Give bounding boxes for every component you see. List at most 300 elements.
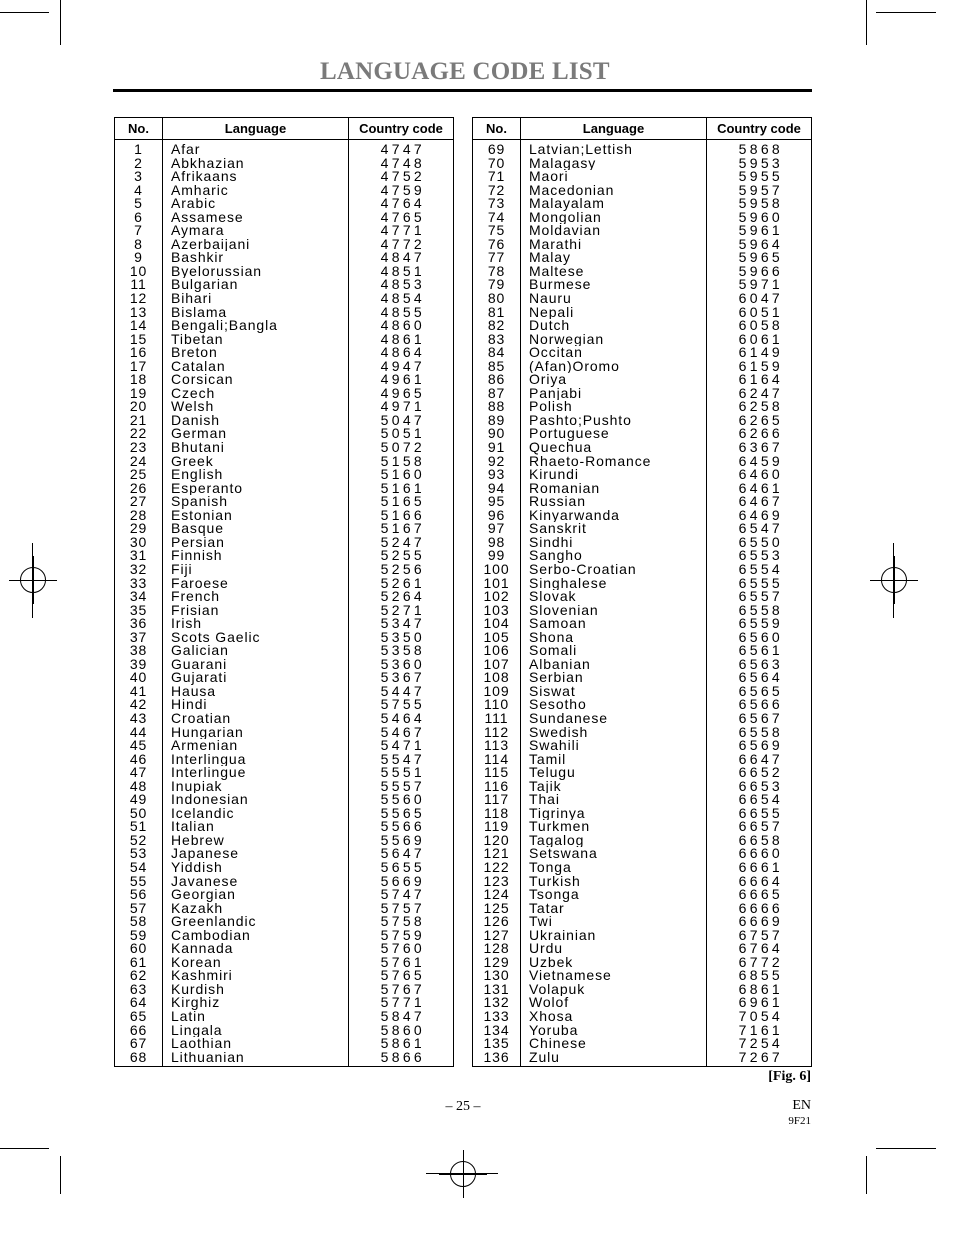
language-name: Korean — [171, 955, 222, 970]
language-name: Vietnamese — [529, 969, 612, 983]
country-code: 5255 — [380, 549, 425, 563]
row-number: 20 — [129, 400, 148, 414]
crop-mark — [60, 0, 61, 45]
language-code-table-right — [472, 117, 812, 1067]
row-number: 96 — [487, 508, 506, 523]
language-name: Laothian — [171, 1037, 232, 1051]
country-code: 6961 — [738, 996, 783, 1010]
country-code: 6565 — [738, 684, 783, 699]
language-name: Guarani — [171, 657, 228, 672]
language-name: Shona — [529, 630, 574, 645]
country-code: 5847 — [380, 1010, 425, 1024]
language-name: Maori — [529, 170, 569, 184]
country-code: 5957 — [738, 183, 783, 198]
country-code: 5072 — [380, 441, 425, 455]
country-code: 5557 — [380, 779, 425, 794]
language-name: Estonian — [171, 508, 233, 523]
row-number: 76 — [487, 237, 506, 252]
language-name: Lithuanian — [171, 1050, 245, 1065]
country-code: 6757 — [738, 928, 783, 943]
row-number: 73 — [487, 197, 506, 211]
row-number: 82 — [487, 319, 506, 333]
row-number: 115 — [483, 766, 510, 780]
language-name: Mongolian — [529, 210, 602, 225]
row-number: 72 — [487, 183, 506, 198]
row-number: 52 — [129, 833, 148, 848]
language-name: Assamese — [171, 210, 244, 225]
country-code: 5647 — [380, 847, 425, 861]
language-name: Quechua — [529, 441, 593, 455]
registration-mark — [20, 567, 46, 593]
country-code: 5757 — [380, 901, 425, 916]
language-name: Maltese — [529, 264, 585, 279]
language-name: Setswana — [529, 847, 598, 861]
language-name: Amharic — [171, 183, 229, 198]
row-number: 31 — [129, 549, 148, 563]
crop-mark — [876, 12, 936, 13]
row-number: 15 — [129, 332, 148, 347]
row-number: 90 — [487, 427, 506, 442]
row-number: 58 — [129, 915, 148, 929]
language-name: Serbo-Croatian — [529, 562, 637, 577]
country-code: 6555 — [738, 576, 783, 591]
country-code: 5160 — [380, 468, 425, 482]
country-code: 6567 — [738, 711, 783, 726]
language-name: Kurdish — [171, 982, 225, 997]
country-code: 5161 — [380, 481, 425, 496]
country-code: 6560 — [738, 630, 783, 645]
row-number: 39 — [129, 657, 148, 672]
language-code-table-left — [114, 117, 454, 1067]
row-number: 8 — [134, 237, 143, 252]
country-code: 6660 — [738, 847, 783, 861]
country-code: 6460 — [738, 468, 783, 482]
language-name: Icelandic — [171, 806, 235, 821]
country-code: 4855 — [380, 305, 425, 320]
row-number: 66 — [129, 1023, 148, 1038]
country-code: 6247 — [738, 386, 783, 401]
language-name: Kannada — [171, 942, 234, 956]
country-code: 5569 — [380, 833, 425, 848]
country-code: 5747 — [380, 888, 425, 902]
crop-mark — [876, 1148, 936, 1149]
language-name: Serbian — [529, 671, 584, 685]
country-code: 4752 — [380, 170, 425, 184]
language-name: Welsh — [171, 400, 215, 414]
row-number: 77 — [487, 251, 506, 265]
language-name: Yiddish — [171, 860, 223, 875]
row-number: 106 — [483, 644, 510, 658]
language-name: Scots Gaelic — [171, 630, 261, 645]
language-name: Sindhi — [529, 535, 574, 550]
language-name: English — [171, 468, 224, 482]
row-number: 50 — [129, 806, 148, 821]
country-code: 5964 — [738, 237, 783, 252]
country-code: 5166 — [380, 508, 425, 523]
country-code: 6558 — [738, 725, 783, 740]
row-number: 128 — [483, 942, 510, 956]
language-name: Persian — [171, 535, 225, 550]
row-number: 80 — [487, 292, 506, 306]
row-number: 18 — [129, 373, 148, 387]
row-number: 60 — [129, 942, 148, 956]
row-number: 55 — [129, 874, 148, 889]
country-code: 6557 — [738, 590, 783, 604]
row-number: 23 — [129, 441, 148, 455]
country-code: 6654 — [738, 793, 783, 807]
language-name: Inupiak — [171, 779, 223, 794]
language-name: Tajik — [529, 779, 562, 794]
country-code: 4847 — [380, 251, 425, 265]
language-name: Malayalam — [529, 197, 605, 211]
language-name: Malay — [529, 251, 571, 265]
country-code: 6569 — [738, 739, 783, 753]
country-code: 6461 — [738, 481, 783, 496]
registration-mark — [881, 567, 907, 593]
country-code: 5771 — [380, 996, 425, 1010]
row-number: 19 — [129, 386, 148, 401]
country-code: 5958 — [738, 197, 783, 211]
language-name: Yoruba — [529, 1023, 579, 1038]
country-code: 5755 — [380, 698, 425, 712]
country-code: 6047 — [738, 292, 783, 306]
language-name: Polish — [529, 400, 573, 414]
row-number: 126 — [483, 915, 510, 929]
language-name: Portuguese — [529, 427, 610, 442]
country-code: 6657 — [738, 820, 783, 834]
country-code: 5261 — [380, 576, 425, 591]
country-code: 6164 — [738, 373, 783, 387]
row-number: 134 — [483, 1023, 510, 1038]
row-number: 13 — [129, 305, 148, 320]
row-number: 120 — [483, 833, 510, 848]
row-number: 11 — [130, 278, 147, 293]
row-number: 9 — [134, 251, 143, 265]
country-code: 5560 — [380, 793, 425, 807]
country-code: 6367 — [738, 441, 783, 455]
language-name: Hindi — [171, 698, 208, 712]
language-name: Lingala — [171, 1023, 223, 1038]
country-code: 5669 — [380, 874, 425, 889]
row-number: 97 — [487, 522, 506, 536]
language-tag: EN — [792, 1098, 811, 1113]
language-name: Macedonian — [529, 183, 615, 198]
country-code: 6553 — [738, 549, 783, 563]
country-code: 6558 — [738, 603, 783, 618]
row-number: 25 — [129, 468, 148, 482]
country-code: 6258 — [738, 400, 783, 414]
row-number: 59 — [129, 928, 148, 943]
row-number: 122 — [483, 860, 510, 875]
language-name: Occitan — [529, 346, 583, 360]
language-name: Nauru — [529, 292, 572, 306]
language-name: Esperanto — [171, 481, 243, 496]
language-name: Bashkir — [171, 251, 224, 265]
row-number: 113 — [483, 739, 510, 753]
row-number: 127 — [483, 928, 510, 943]
language-name: Moldavian — [529, 224, 601, 238]
language-name: Telugu — [529, 766, 576, 780]
row-number: 4 — [134, 183, 143, 198]
language-name: Pashto;Pushto — [529, 413, 632, 428]
row-number: 124 — [483, 888, 510, 902]
row-number: 112 — [483, 725, 510, 740]
language-name: Faroese — [171, 576, 229, 591]
row-number: 83 — [487, 332, 506, 347]
country-code: 5759 — [380, 928, 425, 943]
country-code: 6266 — [738, 427, 783, 442]
country-code: 5565 — [380, 806, 425, 821]
country-code: 5866 — [380, 1050, 425, 1065]
language-name: Finnish — [171, 549, 223, 563]
row-number: 109 — [483, 684, 510, 699]
country-code: 5247 — [380, 535, 425, 550]
language-name: Thai — [529, 793, 560, 807]
row-number: 79 — [487, 278, 506, 293]
language-name: Armenian — [171, 739, 239, 753]
language-name: Xhosa — [529, 1010, 574, 1024]
language-name: Albanian — [529, 657, 591, 672]
crop-mark — [866, 0, 867, 45]
language-name: Slovak — [529, 590, 577, 604]
row-number: 49 — [129, 793, 148, 807]
language-name: Volapuk — [529, 982, 586, 997]
crop-mark — [0, 1148, 49, 1149]
language-name: Siswat — [529, 684, 576, 699]
country-code: 4947 — [380, 359, 425, 374]
country-code: 5955 — [738, 170, 783, 184]
row-number: 89 — [487, 413, 506, 428]
row-number: 98 — [487, 535, 506, 550]
language-name: Romanian — [529, 481, 601, 496]
language-name: Sundanese — [529, 711, 608, 726]
language-name: Latvian;Lettish — [529, 143, 633, 157]
header-language: Language — [521, 118, 707, 140]
crop-mark — [0, 12, 49, 13]
country-code: 6467 — [738, 495, 783, 509]
language-name: Gujarati — [171, 671, 228, 685]
language-name: Tigrinya — [529, 806, 586, 821]
country-code: 5953 — [738, 156, 783, 171]
title-rule — [113, 89, 812, 92]
language-name: Aymara — [171, 224, 225, 238]
row-number: 47 — [129, 766, 148, 780]
figure-label: [Fig. 6] — [768, 1069, 811, 1084]
row-number: 56 — [129, 888, 148, 902]
country-code: 6647 — [738, 752, 783, 767]
language-name: Nepali — [529, 305, 575, 320]
language-name: (Afan)Oromo — [529, 359, 620, 374]
country-code: 5760 — [380, 942, 425, 956]
language-name: Kirghiz — [171, 996, 221, 1010]
language-name: Tagalog — [529, 833, 585, 848]
row-number: 46 — [129, 752, 148, 767]
row-number: 24 — [129, 454, 148, 469]
country-code: 5158 — [380, 454, 425, 469]
country-code: 7161 — [738, 1023, 783, 1038]
language-name: Abkhazian — [171, 156, 245, 171]
row-number: 136 — [483, 1050, 510, 1065]
row-number: 101 — [483, 576, 510, 591]
number-column — [473, 140, 521, 1067]
language-name: Burmese — [529, 278, 592, 293]
language-name: Hausa — [171, 684, 216, 699]
row-number: 87 — [487, 386, 506, 401]
row-number: 30 — [129, 535, 148, 550]
row-number: 67 — [129, 1037, 148, 1051]
language-name: Javanese — [171, 874, 239, 889]
language-name: Hungarian — [171, 725, 244, 740]
row-number: 1 — [134, 143, 143, 157]
language-name: Byelorussian — [171, 264, 262, 279]
country-code: 5256 — [380, 562, 425, 577]
country-code: 4861 — [380, 332, 425, 347]
row-number: 22 — [129, 427, 148, 442]
row-number: 135 — [483, 1037, 510, 1051]
country-code: 5271 — [380, 603, 425, 618]
country-code: 4851 — [380, 264, 425, 279]
row-number: 104 — [483, 617, 510, 631]
row-number: 123 — [483, 874, 510, 889]
country-code: 5347 — [380, 617, 425, 631]
country-code: 6764 — [738, 942, 783, 956]
language-name: Twi — [529, 915, 553, 929]
country-code: 5966 — [738, 264, 783, 279]
row-number: 84 — [487, 346, 506, 360]
country-code: 5367 — [380, 671, 425, 685]
row-number: 116 — [483, 779, 510, 794]
row-number: 17 — [129, 359, 148, 374]
country-code: 4759 — [380, 183, 425, 198]
country-code: 5566 — [380, 820, 425, 834]
row-number: 121 — [483, 847, 510, 861]
row-number: 45 — [129, 739, 148, 753]
row-number: 131 — [483, 982, 510, 997]
country-code: 4971 — [380, 400, 425, 414]
row-number: 51 — [129, 820, 148, 834]
language-name: Oriya — [529, 373, 567, 387]
language-name: Malagasy — [529, 156, 597, 171]
language-name: Rhaeto-Romance — [529, 454, 652, 469]
row-number: 100 — [483, 562, 510, 577]
language-name: Kazakh — [171, 901, 224, 916]
row-number: 69 — [487, 143, 506, 157]
language-name: Ukrainian — [529, 928, 597, 943]
language-name: Italian — [171, 820, 215, 834]
country-code: 6550 — [738, 535, 783, 550]
language-column — [521, 140, 707, 1067]
country-code: 4747 — [380, 143, 425, 157]
row-number: 36 — [129, 617, 148, 631]
language-name: Sangho — [529, 549, 583, 563]
country-code: 5960 — [738, 210, 783, 225]
language-name: Bislama — [171, 305, 228, 320]
language-name: Bhutani — [171, 441, 225, 455]
language-name: Swahili — [529, 739, 580, 753]
country-code: 5655 — [380, 860, 425, 875]
country-code: 5971 — [738, 278, 783, 293]
country-code: 6469 — [738, 508, 783, 523]
row-number: 105 — [483, 630, 510, 645]
row-number: 88 — [487, 400, 506, 414]
row-number: 40 — [129, 671, 148, 685]
language-name: Russian — [529, 495, 586, 509]
page-number: – 25 – — [445, 1099, 481, 1114]
language-name: Marathi — [529, 237, 582, 252]
language-name: German — [171, 427, 227, 442]
row-number: 35 — [129, 603, 148, 618]
row-number: 91 — [487, 441, 506, 455]
row-number: 6 — [134, 210, 143, 225]
row-number: 10 — [129, 264, 148, 279]
country-code: 5047 — [380, 413, 425, 428]
country-code: 6658 — [738, 833, 783, 848]
country-code: 4854 — [380, 292, 425, 306]
language-name: Basque — [171, 522, 224, 536]
country-code: 6554 — [738, 562, 783, 577]
row-number: 65 — [129, 1010, 148, 1024]
row-number: 114 — [483, 752, 510, 767]
language-name: Chinese — [529, 1037, 587, 1051]
header-language: Language — [163, 118, 349, 140]
row-number: 27 — [129, 495, 148, 509]
language-name: Indonesian — [171, 793, 249, 807]
language-name: Greenlandic — [171, 915, 257, 929]
language-name: Fiji — [171, 562, 193, 577]
crop-mark — [60, 1156, 61, 1194]
country-code: 4853 — [380, 278, 425, 293]
language-name: Dutch — [529, 319, 571, 333]
country-code: 6265 — [738, 413, 783, 428]
country-code: 5165 — [380, 495, 425, 509]
row-number: 102 — [483, 590, 510, 604]
language-name: Tonga — [529, 860, 572, 875]
country-code: 5447 — [380, 684, 425, 699]
country-code: 5868 — [738, 143, 783, 157]
country-code: 6561 — [738, 644, 783, 658]
country-code: 6459 — [738, 454, 783, 469]
row-number: 32 — [129, 562, 148, 577]
country-code: 4765 — [380, 210, 425, 225]
language-name: Frisian — [171, 603, 220, 618]
language-name: Interlingua — [171, 752, 247, 767]
country-code: 6664 — [738, 874, 783, 889]
row-number: 133 — [483, 1010, 510, 1024]
row-number: 14 — [129, 319, 148, 333]
row-number: 2 — [134, 156, 143, 171]
language-name: Bengali;Bangla — [171, 319, 278, 333]
language-name: Panjabi — [529, 386, 583, 401]
model-code: 9F21 — [788, 1115, 811, 1127]
language-name: Zulu — [529, 1050, 560, 1065]
country-code: 4965 — [380, 386, 425, 401]
row-number: 57 — [129, 901, 148, 916]
country-code: 7054 — [738, 1010, 783, 1024]
row-number: 132 — [483, 996, 510, 1010]
country-code: 4748 — [380, 156, 425, 171]
country-code: 5765 — [380, 969, 425, 983]
row-number: 34 — [129, 590, 148, 604]
row-number: 103 — [483, 603, 510, 618]
row-number: 21 — [129, 413, 148, 428]
country-code: 6653 — [738, 779, 783, 794]
country-code: 6149 — [738, 346, 783, 360]
language-name: Greek — [171, 454, 214, 469]
row-number: 63 — [129, 982, 148, 997]
language-name: Samoan — [529, 617, 587, 631]
country-code: 5761 — [380, 955, 425, 970]
country-code: 5471 — [380, 739, 425, 753]
